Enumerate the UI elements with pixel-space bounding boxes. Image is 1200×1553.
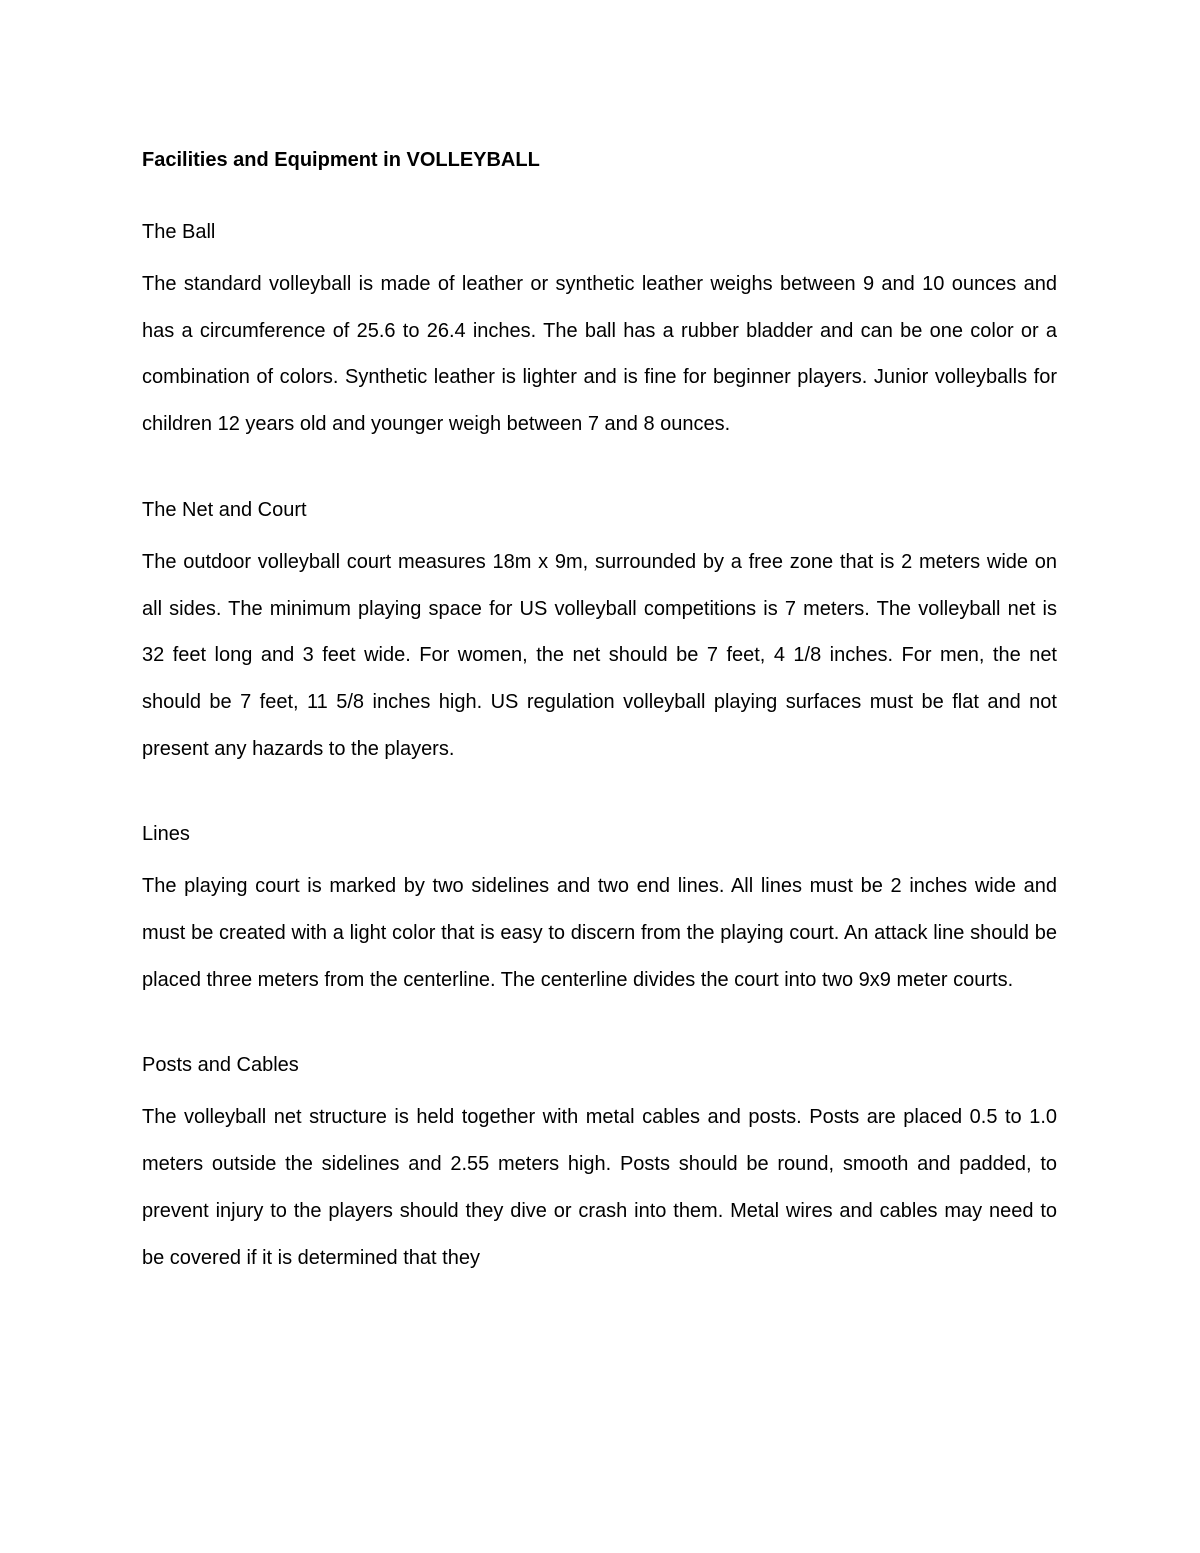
section-heading: The Ball xyxy=(142,221,216,243)
document-title: Facilities and Equipment in VOLLEYBALL xyxy=(142,149,540,171)
section-heading: The Net and Court xyxy=(142,498,307,521)
section-paragraph: The playing court is marked by two sidelines and two end lines. All lines must be 2 inches wide and must be created with a light color that is easy to discern from the playing court. An attack line should be placed three meters from the centerline. The centerline divides the court into two 9x9 meter courts. xyxy=(142,875,1057,991)
section-the-ball xyxy=(142,214,1057,448)
document-content xyxy=(142,142,1057,1325)
section-net-and-court xyxy=(142,492,1057,773)
section-heading: Posts and Cables xyxy=(142,1054,299,1077)
section-paragraph: The volleyball net structure is held together with metal cables and posts. Posts are placed 0.5 to 1.0 meters outside the sidelines and 2.55 meters high. Posts should be round, smooth and padded, to prevent injury to the players should they dive or crash into them. Metal wires and cables may need to be covered if it is determined that they xyxy=(142,1106,1057,1269)
section-heading: Lines xyxy=(142,823,190,846)
section-posts-and-cables xyxy=(142,1047,1057,1281)
section-paragraph: The outdoor volleyball court measures 18m x 9m, surrounded by a free zone that is 2 meters wide on all sides. The minimum playing space for US volleyball competitions is 7 meters. The volleyball net is 32 feet long and 3 feet wide. For women, the net should be 7 feet, 4 1/8 inches. For men, the net should be 7 feet, 11 5/8 inches high. US regulation volleyball playing surfaces must be flat and not present any hazards to the players. xyxy=(142,550,1057,760)
section-paragraph: The standard volleyball is made of leather or synthetic leather weighs between 9 and 10 ounces and has a circumference of 25.6 to 26.4 inches. The ball has a rubber bladder and can be one color or a combination of colors. Synthetic leather is lighter and is fine for beginner players. Junior volleyballs for children 12 years old and younger weigh between 7 and 8 ounces. xyxy=(142,273,1057,436)
section-lines xyxy=(142,816,1057,1003)
